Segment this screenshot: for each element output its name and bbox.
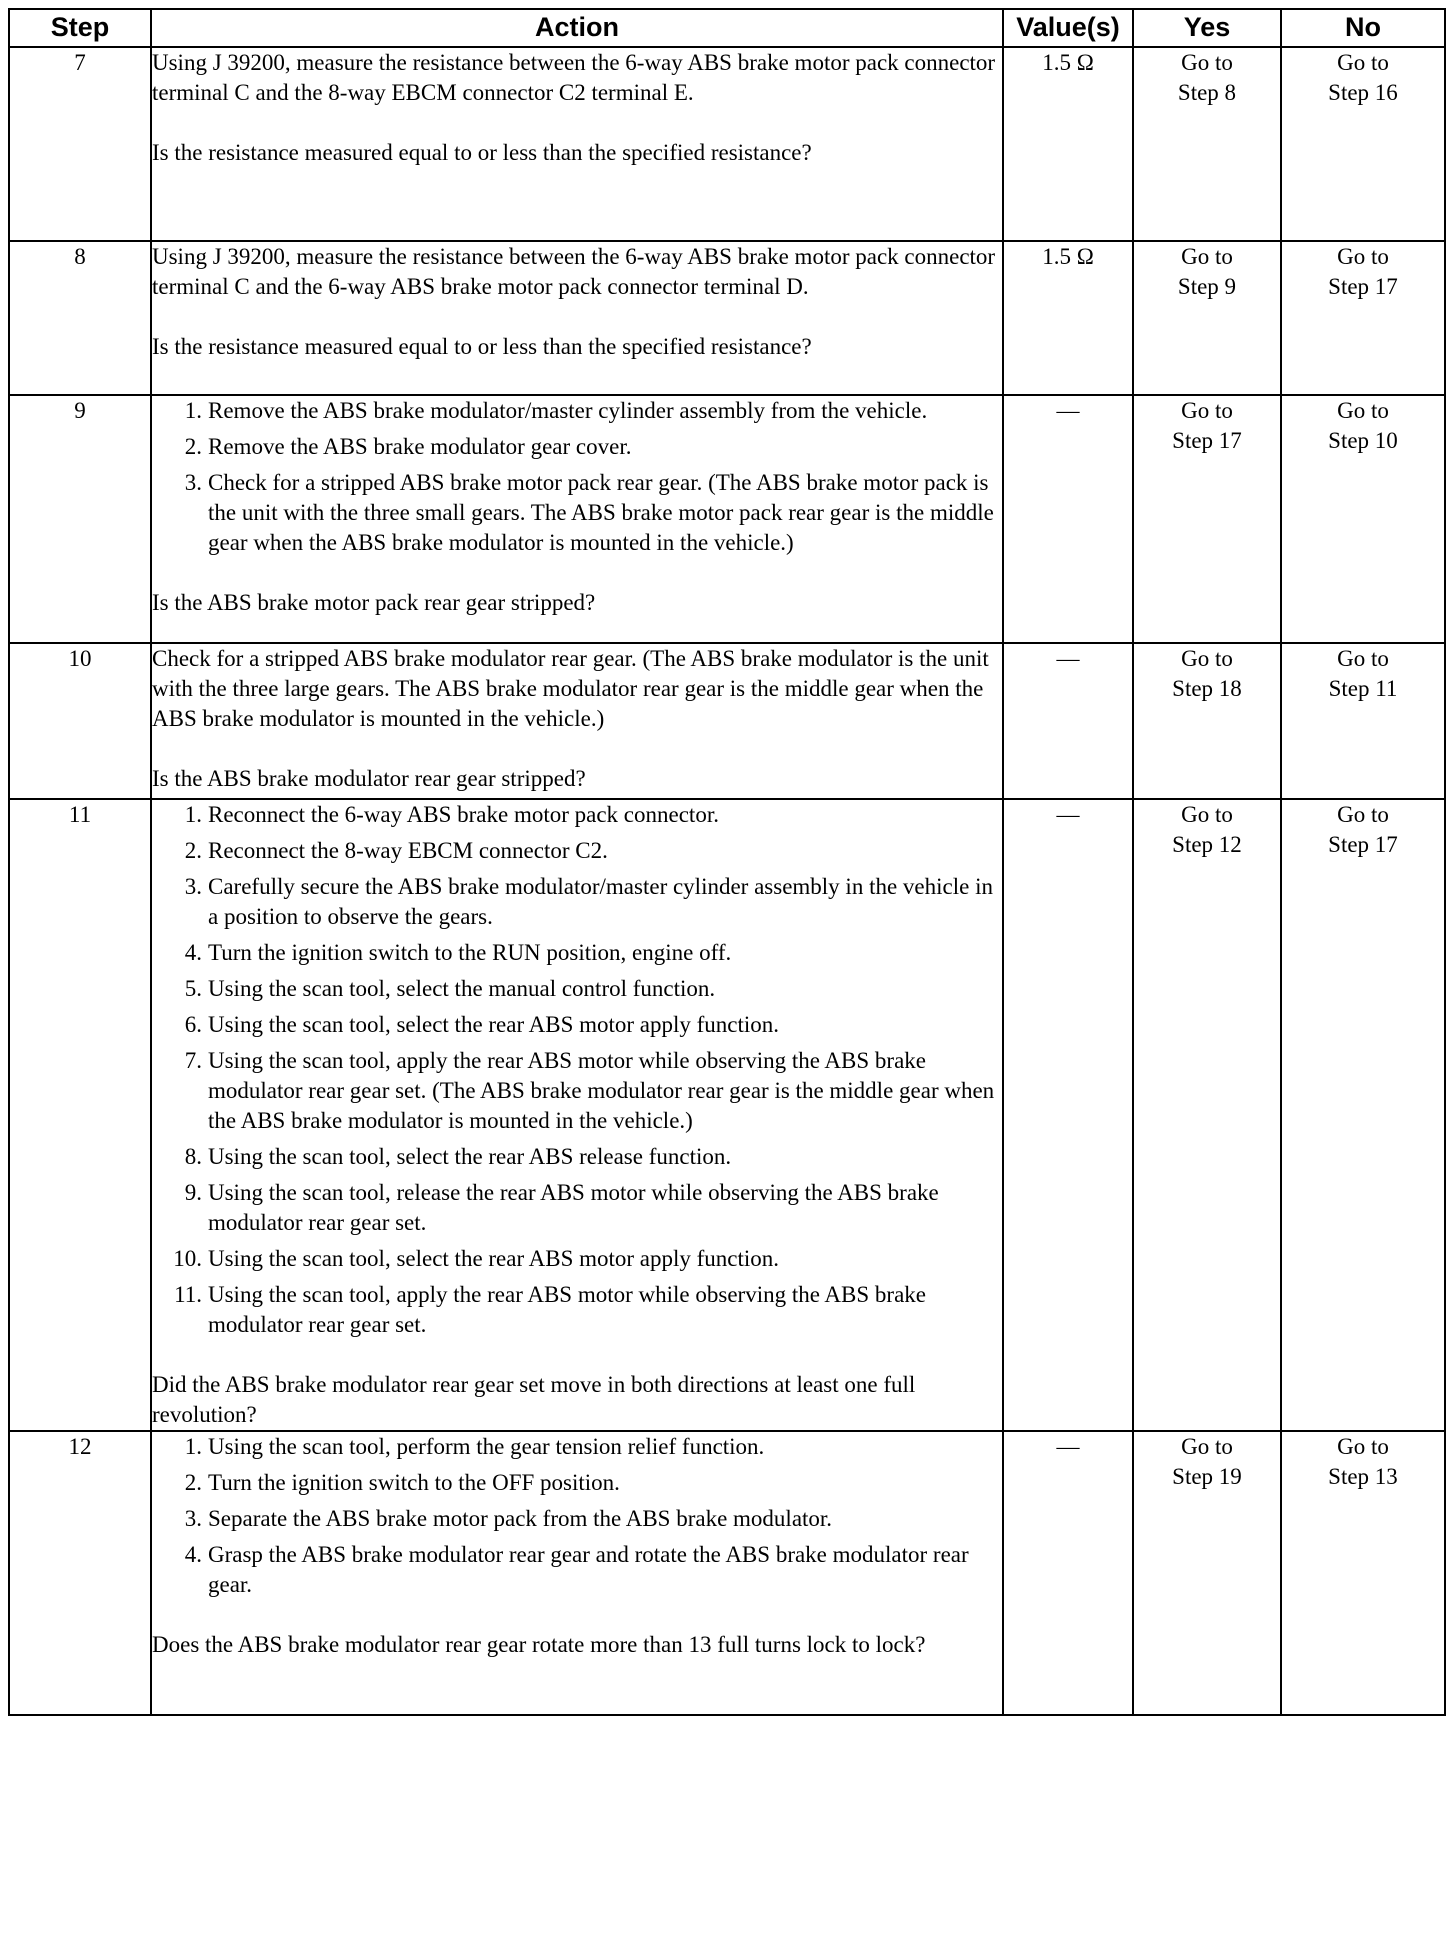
list-item — [152, 938, 1002, 968]
list-item — [152, 1046, 1002, 1136]
list-item-text: Check for a stripped ABS brake motor pack rear gear. (The ABS brake motor pack is the unit with the three small gears. The ABS brake motor pack rear gear is the middle gear when the ABS brake modulator is mounted in the vehicle.) — [208, 470, 994, 555]
step-number: 9 — [9, 395, 151, 643]
table-row — [9, 241, 1445, 395]
list-item-number: 11. — [174, 1282, 202, 1307]
yes-cell — [1133, 799, 1281, 1431]
list-item-number: 7. — [184, 1048, 202, 1073]
no-goto-text: Go to — [1337, 398, 1389, 423]
yes-cell — [1133, 643, 1281, 799]
list-item-text: Grasp the ABS brake modulator rear gear and rotate the ABS brake modulator rear gear. — [208, 1542, 969, 1597]
list-item-text: Remove the ABS brake modulator gear cover. — [208, 434, 632, 459]
action-question: Is the resistance measured equal to or less than the specified resistance? — [152, 334, 812, 359]
no-goto-text: Go to — [1337, 802, 1389, 827]
step-number: 8 — [9, 241, 151, 395]
step-number: 12 — [9, 1431, 151, 1715]
no-cell — [1281, 241, 1445, 395]
no-cell — [1281, 1431, 1445, 1715]
table-row — [9, 47, 1445, 241]
list-item — [152, 800, 1002, 830]
list-item-number: 2. — [184, 838, 202, 863]
list-item-number: 2. — [184, 1470, 202, 1495]
yes-cell — [1133, 395, 1281, 643]
list-item-text: Using the scan tool, select the rear ABS motor apply function. — [208, 1246, 780, 1271]
header-values: Value(s) — [1003, 9, 1133, 47]
list-item-number: 1. — [184, 1434, 202, 1459]
value-cell: 1.5 Ω — [1003, 47, 1133, 241]
no-goto-text: Go to — [1337, 1434, 1389, 1459]
list-item — [152, 836, 1002, 866]
list-item — [152, 1280, 1002, 1340]
list-item — [152, 468, 1002, 558]
no-cell — [1281, 395, 1445, 643]
no-goto-text: Step 17 — [1328, 274, 1398, 299]
no-cell — [1281, 799, 1445, 1431]
action-cell — [151, 395, 1003, 643]
no-goto-text: Step 16 — [1328, 80, 1398, 105]
list-item-number: 5. — [184, 976, 202, 1001]
no-goto-text: Step 10 — [1328, 428, 1398, 453]
header-yes: Yes — [1133, 9, 1281, 47]
yes-goto-text: Step 8 — [1177, 80, 1237, 105]
yes-goto-text: Go to — [1181, 244, 1233, 269]
list-item — [152, 872, 1002, 932]
diagnostic-steps-table — [8, 8, 1446, 1716]
list-item-number: 3. — [184, 470, 202, 495]
no-goto-text: Go to — [1337, 244, 1389, 269]
action-question: Did the ABS brake modulator rear gear set move in both directions at least one full revolution? — [152, 1372, 916, 1427]
list-item — [152, 432, 1002, 462]
table-header-row — [9, 9, 1445, 47]
list-item — [152, 1468, 1002, 1498]
action-steps-list — [152, 396, 1002, 558]
list-item — [152, 1142, 1002, 1172]
list-item-text: Using the scan tool, select the rear ABS motor apply function. — [208, 1012, 780, 1037]
list-item — [152, 1540, 1002, 1600]
value-cell: — — [1003, 395, 1133, 643]
action-steps-list — [152, 800, 1002, 1340]
yes-cell — [1133, 47, 1281, 241]
no-goto-text: Step 13 — [1328, 1464, 1398, 1489]
list-item-text: Using the scan tool, apply the rear ABS motor while observing the ABS brake modulator rear gear set. — [208, 1282, 926, 1337]
step-number: 7 — [9, 47, 151, 241]
header-action: Action — [151, 9, 1003, 47]
no-goto-text: Step 11 — [1328, 676, 1398, 701]
list-item-number: 2. — [184, 434, 202, 459]
header-step: Step — [9, 9, 151, 47]
yes-cell — [1133, 241, 1281, 395]
list-item — [152, 1010, 1002, 1040]
step-number: 10 — [9, 643, 151, 799]
list-item-text: Carefully secure the ABS brake modulator/master cylinder assembly in the vehicle in a position to observe the gears. — [208, 874, 993, 929]
action-steps-list — [152, 1432, 1002, 1600]
yes-goto-text: Step 17 — [1172, 428, 1242, 453]
no-goto-text: Step 17 — [1328, 832, 1398, 857]
list-item — [152, 1432, 1002, 1462]
yes-goto-text: Go to — [1181, 398, 1233, 423]
list-item-text: Turn the ignition switch to the RUN position, engine off. — [208, 940, 732, 965]
action-cell — [151, 799, 1003, 1431]
list-item-number: 3. — [184, 1506, 202, 1531]
list-item-number: 1. — [184, 398, 202, 423]
action-text: Using J 39200, measure the resistance between the 6-way ABS brake motor pack connector terminal C and the 8-way EBCM connector C2 terminal E. — [152, 50, 996, 105]
list-item-number: 3. — [184, 874, 202, 899]
list-item-text: Using the scan tool, perform the gear tension relief function. — [208, 1434, 765, 1459]
list-item-text: Reconnect the 6-way ABS brake motor pack connector. — [208, 802, 719, 827]
list-item — [152, 1244, 1002, 1274]
action-text: Check for a stripped ABS brake modulator rear gear. (The ABS brake modulator is the unit with the three large gears. The ABS brake modulator rear gear is the middle gear when the ABS brake modulator is mounted in the vehicle.) — [152, 646, 989, 731]
value-cell: 1.5 Ω — [1003, 241, 1133, 395]
diagnostic-page — [8, 8, 1446, 1716]
list-item-number: 6. — [184, 1012, 202, 1037]
yes-goto-text: Go to — [1181, 802, 1233, 827]
yes-goto-text: Go to — [1181, 646, 1233, 671]
list-item-text: Reconnect the 8-way EBCM connector C2. — [208, 838, 608, 863]
list-item-text: Separate the ABS brake motor pack from the ABS brake modulator. — [208, 1506, 833, 1531]
action-cell — [151, 1431, 1003, 1715]
list-item-number: 4. — [184, 940, 202, 965]
value-cell: — — [1003, 799, 1133, 1431]
yes-goto-text: Step 19 — [1172, 1464, 1242, 1489]
yes-goto-text: Step 9 — [1177, 274, 1237, 299]
action-cell — [151, 241, 1003, 395]
list-item-number: 4. — [184, 1542, 202, 1567]
action-question: Is the ABS brake motor pack rear gear stripped? — [152, 590, 596, 615]
action-cell — [151, 643, 1003, 799]
step-number: 11 — [9, 799, 151, 1431]
list-item-number: 8. — [184, 1144, 202, 1169]
list-item — [152, 1504, 1002, 1534]
list-item-number: 1. — [184, 802, 202, 827]
yes-goto-text: Go to — [1181, 50, 1233, 75]
value-cell: — — [1003, 1431, 1133, 1715]
list-item-text: Using the scan tool, select the rear ABS release function. — [208, 1144, 732, 1169]
yes-goto-text: Go to — [1181, 1434, 1233, 1459]
no-cell — [1281, 47, 1445, 241]
value-cell: — — [1003, 643, 1133, 799]
list-item-text: Using the scan tool, apply the rear ABS motor while observing the ABS brake modulator rear gear set. (The ABS brake modulator rear gear is the middle gear when the ABS brake modulator is mounted in the vehicle.) — [208, 1048, 995, 1133]
yes-cell — [1133, 1431, 1281, 1715]
table-body — [9, 47, 1445, 1715]
table-row — [9, 799, 1445, 1431]
list-item-text: Remove the ABS brake modulator/master cylinder assembly from the vehicle. — [208, 398, 928, 423]
action-question: Is the ABS brake modulator rear gear stripped? — [152, 766, 586, 791]
table-row — [9, 643, 1445, 799]
list-item — [152, 1178, 1002, 1238]
no-cell — [1281, 643, 1445, 799]
list-item-text: Using the scan tool, release the rear ABS motor while observing the ABS brake modulator rear gear set. — [208, 1180, 939, 1235]
no-goto-text: Go to — [1337, 50, 1389, 75]
list-item-text: Turn the ignition switch to the OFF position. — [208, 1470, 620, 1495]
list-item-number: 10. — [173, 1246, 202, 1271]
yes-goto-text: Step 12 — [1172, 832, 1242, 857]
yes-goto-text: Step 18 — [1172, 676, 1242, 701]
list-item-text: Using the scan tool, select the manual control function. — [208, 976, 716, 1001]
header-no: No — [1281, 9, 1445, 47]
list-item-number: 9. — [184, 1180, 202, 1205]
table-row — [9, 1431, 1445, 1715]
list-item — [152, 396, 1002, 426]
action-cell — [151, 47, 1003, 241]
action-question: Is the resistance measured equal to or less than the specified resistance? — [152, 140, 812, 165]
action-question: Does the ABS brake modulator rear gear rotate more than 13 full turns lock to lock? — [152, 1632, 926, 1657]
no-goto-text: Go to — [1337, 646, 1389, 671]
list-item — [152, 974, 1002, 1004]
table-row — [9, 395, 1445, 643]
action-text: Using J 39200, measure the resistance between the 6-way ABS brake motor pack connector terminal C and the 6-way ABS brake motor pack connector terminal D. — [152, 244, 996, 299]
